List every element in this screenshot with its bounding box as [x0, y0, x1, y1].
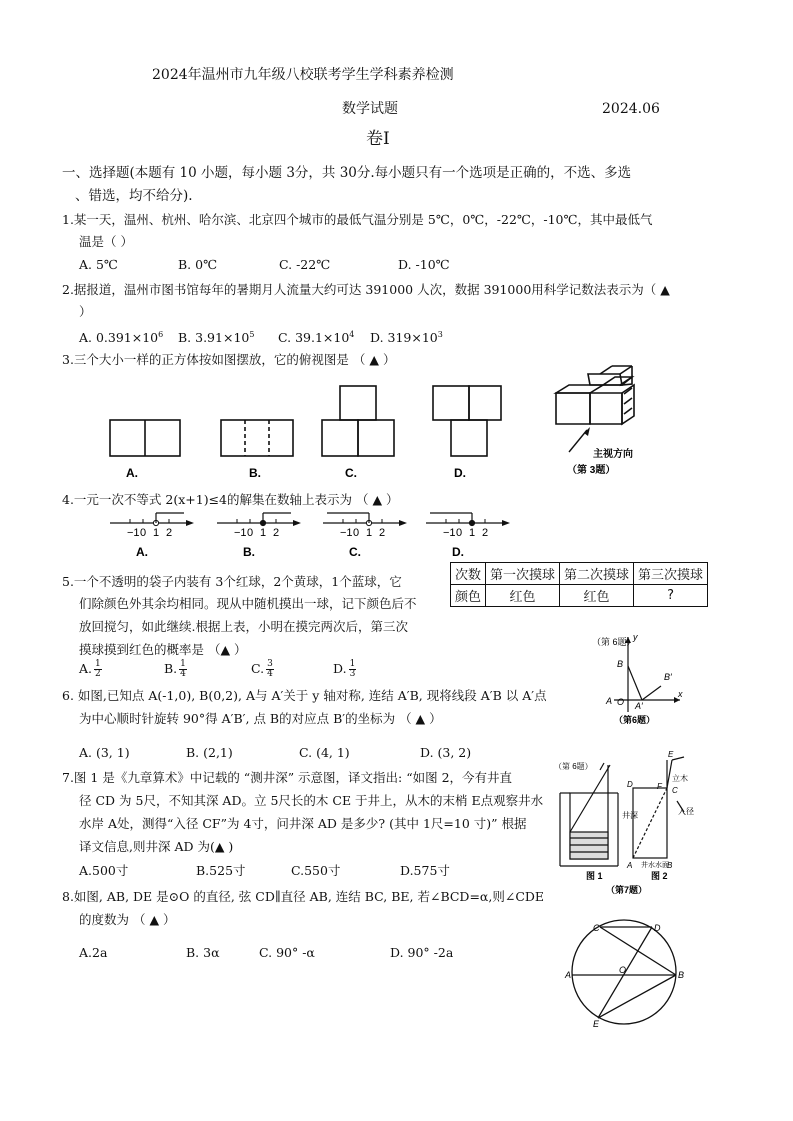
- q8-label-a: A: [565, 970, 572, 980]
- q3-label-c: C.: [345, 466, 357, 480]
- q7-label-f: F: [657, 782, 662, 791]
- q4-option-label: A.: [136, 545, 148, 559]
- q6-label-bprime: B′: [664, 672, 672, 682]
- q8-stem-line2: 的度数为 （ ▲ ）: [79, 912, 176, 927]
- q5-option-b: B. $\frac{1}{4}$: [164, 659, 186, 679]
- q5-stem-line2: 们除颜色外其余均相同。现从中随机摸出一球，记下颜色后不: [79, 596, 417, 611]
- exam-date: 2024.06: [602, 101, 660, 117]
- q7-label-d: D: [627, 780, 633, 789]
- q3-label-b: B.: [249, 466, 261, 480]
- q8-option-a: A.2a: [79, 945, 108, 960]
- number-line-tick-label: 1: [469, 527, 476, 539]
- q5-option-a: A. $\frac{1}{2}$: [79, 659, 101, 679]
- q8-label-e: E: [593, 1019, 600, 1029]
- q6-option-a: A. (3, 1): [79, 745, 130, 760]
- number-line-tick-label: 2: [482, 527, 489, 539]
- number-line-tick-label: −1: [340, 527, 353, 539]
- number-line-tick-label: 2: [379, 527, 386, 539]
- table-cell: 颜色: [451, 585, 486, 607]
- q6-label-a: A: [606, 696, 613, 706]
- q6-option-c: C. (4, 1): [299, 745, 350, 760]
- q7-label-in-diameter: 入径: [678, 807, 694, 816]
- q7-label-water: 井水水面: [641, 862, 669, 869]
- q2-stem-line2: ）: [79, 304, 92, 319]
- q2-option-b: B. $3.91\times 10^5$: [178, 330, 255, 346]
- q6-label-o: O: [617, 697, 625, 707]
- table-header-cell: 第二次摸球: [560, 563, 634, 585]
- number-line-tick-label: 0: [456, 527, 463, 539]
- q7-label-c: C: [672, 786, 678, 795]
- q7-stem-line2: 径 CD 为 5尺，不知其深 AD。立 5尺长的木 CE 于井上，从木的末梢 E点观察井水: [79, 793, 544, 808]
- table-cell: 红色: [486, 585, 560, 607]
- q7-caption-top: （第 6题）: [554, 762, 593, 771]
- table-cell: ?: [634, 585, 708, 607]
- q8-option-d: D. 90° -2a: [390, 945, 454, 960]
- q5-stem-line4: 摸球摸到红色的概率是 （▲ ）: [79, 642, 247, 657]
- q6-stem-line1: 6. 如图,已知点 A(-1,0), B(0,2), A与 A′关于 y 轴对称, 连结 A′B, 现将线段 A′B 以 A′点: [62, 688, 547, 703]
- q6-stem-line2: 为中心顺时针旋转 90°得 A′B′, 点 B的对应点 B′的坐标为 （ ▲ ）: [79, 711, 442, 726]
- q7-stem-line3: 水岸 A处，测得“入径 CF”为 4寸，问井深 AD 是多少? (其中 1尺=10 寸)” 根据: [79, 816, 527, 831]
- number-line-tick-label: 1: [260, 527, 267, 539]
- q1-option-a: A. 5℃: [79, 257, 118, 272]
- subject-title: 数学试题: [342, 101, 398, 117]
- q6-option-b: B. (2,1): [186, 745, 233, 760]
- q8-label-d: D: [654, 923, 661, 933]
- q7-label-a: A: [627, 861, 633, 870]
- number-line-tick-label: −1: [234, 527, 247, 539]
- q8-label-c: C: [593, 923, 600, 933]
- q8-label-b: B: [678, 970, 685, 980]
- q7-fig2-caption: 图 2: [651, 871, 668, 881]
- number-line-tick-label: −1: [127, 527, 140, 539]
- q6-label-b: B: [617, 659, 624, 669]
- q8-option-b: B. 3α: [186, 945, 220, 960]
- q5-option-d: D. $\frac{1}{3}$: [333, 659, 356, 679]
- q4-option-label: B.: [243, 545, 255, 559]
- q2-option-c: C. $39.1\times 10^4$: [278, 330, 355, 346]
- number-line-tick-label: −1: [443, 527, 456, 539]
- number-line-tick-label: 2: [166, 527, 173, 539]
- q6-option-d: D. (3, 2): [420, 745, 472, 760]
- q6-caption-top: （第 6题）: [592, 637, 636, 647]
- number-line-tick-label: 1: [153, 527, 160, 539]
- q7-stem-line4: 译文信息,则井深 AD 为(▲ ): [79, 839, 234, 854]
- q7-option-c: C.550寸: [291, 863, 341, 878]
- q7-option-a: A.500寸: [79, 863, 129, 878]
- exam-title: 2024年温州市九年级八校联考学生学科素养检测: [152, 67, 454, 83]
- q3-caption: （第 3题）: [567, 465, 616, 476]
- table-cell: 红色: [560, 585, 634, 607]
- q3-view-direction: 主视方向: [593, 449, 633, 460]
- section-instructions-line1: 一、选择题(本题有 10 小题，每小题 3分，共 30分.每小题只有一个选项是正确的，不选、多选: [62, 165, 632, 181]
- q1-stem-line1: 1.某一天，温州、杭州、哈尔滨、北京四个城市的最低气温分别是 5℃，0℃，-22℃，-10℃，其中最低气: [62, 212, 653, 227]
- q6-label-x: x: [678, 689, 683, 699]
- q7-label-well-depth: 井深: [622, 811, 638, 820]
- q6-label-y: y: [633, 632, 638, 642]
- q7-label-wood: 立木: [672, 774, 688, 783]
- q7-label-b: B: [667, 861, 673, 870]
- q1-option-c: C. -22℃: [279, 257, 331, 272]
- q1-option-d: D. -10℃: [398, 257, 450, 272]
- number-line-tick-label: 0: [247, 527, 254, 539]
- q6-label-aprime: A′: [635, 701, 643, 711]
- q3-label-d: D.: [454, 466, 466, 480]
- q5-stem-line1: 5.一个不透明的袋子内装有 3个红球，2个黄球，1个蓝球，它: [62, 574, 402, 589]
- q1-option-b: B. 0℃: [178, 257, 218, 272]
- q3-stem: 3.三个大小一样的正方体按如图摆放，它的俯视图是 （ ▲ ）: [62, 352, 396, 367]
- number-line-tick-label: 1: [366, 527, 373, 539]
- table-header-cell: 次数: [451, 563, 486, 585]
- table-header-cell: 第三次摸球: [634, 563, 708, 585]
- q7-label-e: E: [668, 750, 674, 759]
- q8-label-o: O: [619, 965, 627, 975]
- q2-option-d: D. $319\times 10^3$: [370, 330, 443, 346]
- section-instructions-line2: 、错选，均不给分).: [75, 188, 193, 204]
- table-header-cell: 第一次摸球: [486, 563, 560, 585]
- q5-option-c: C. $\frac{3}{4}$: [251, 659, 273, 679]
- q7-option-d: D.575寸: [400, 863, 450, 878]
- q1-stem-line2: 温是（ ）: [79, 234, 133, 249]
- q3-label-a: A.: [126, 466, 138, 480]
- q8-stem-line1: 8.如图, AB, DE 是⊙O 的直径, 弦 CD∥直径 AB, 连结 BC, BE, 若∠BCD=α,则∠CDE: [62, 889, 545, 904]
- number-line-tick-label: 0: [353, 527, 360, 539]
- q4-stem: 4.一元一次不等式 2(x+1)≤4的解集在数轴上表示为 （ ▲ ）: [62, 492, 399, 507]
- q7-caption: （第7题）: [606, 885, 648, 895]
- q7-fig1-caption: 图 1: [586, 871, 603, 881]
- q4-option-label: D.: [452, 545, 464, 559]
- q5-stem-line3: 放回搅匀，如此继续.根据上表，小明在摸完两次后，第三次: [79, 619, 408, 634]
- number-line-tick-label: 0: [140, 527, 147, 539]
- q6-caption: （第6题）: [614, 715, 656, 725]
- q2-stem-line1: 2.据报道，温州市图书馆每年的暑期月人流量大约可达 391000 人次，数据 391000用科学记数法表示为（ ▲: [62, 282, 670, 297]
- q8-option-c: C. 90° -α: [259, 945, 315, 960]
- q7-option-b: B.525寸: [196, 863, 246, 878]
- number-line-tick-label: 2: [273, 527, 280, 539]
- q7-stem-line1: 7.图 1 是《九章算术》中记载的 “测井深” 示意图，译文指出: “如图 2，今有井直: [62, 770, 513, 785]
- q2-option-a: A. $0.391\times 10^6$: [79, 330, 164, 346]
- q4-option-label: C.: [349, 545, 361, 559]
- volume-title: 卷Ⅰ: [366, 129, 390, 149]
